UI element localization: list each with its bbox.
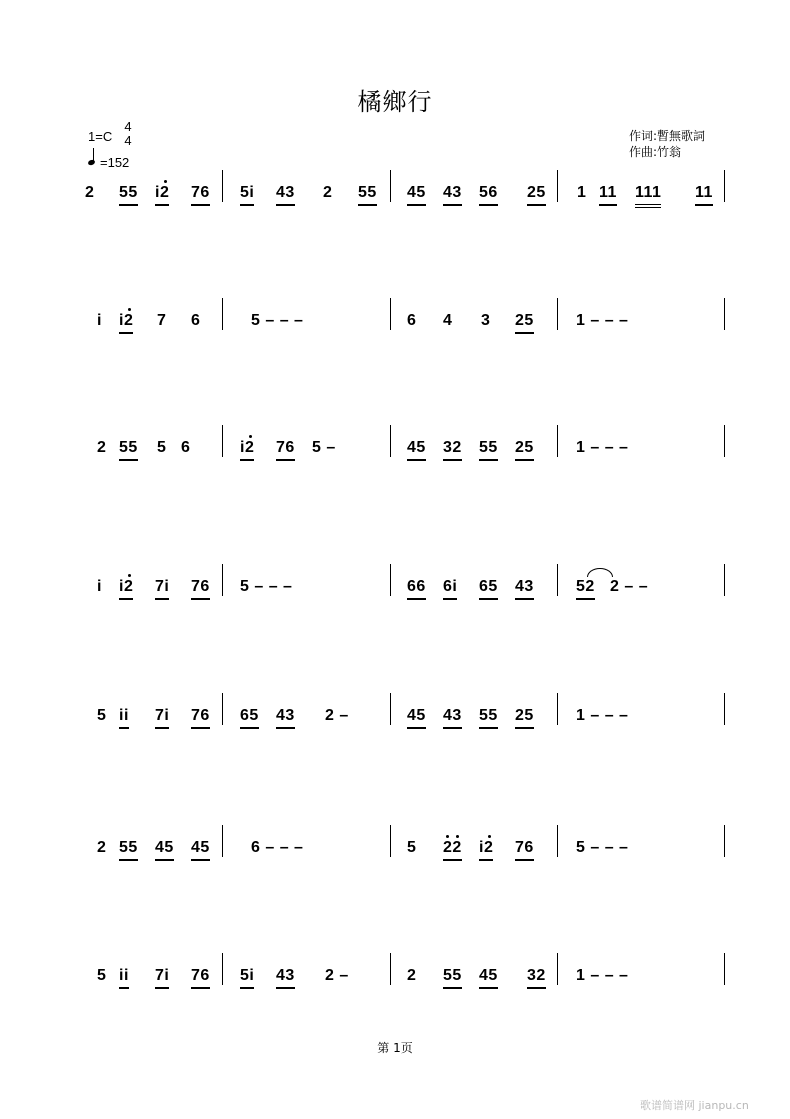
note-group: 25 xyxy=(515,439,534,461)
note-group: 1 – – – xyxy=(576,707,629,724)
octave-dot xyxy=(128,308,131,311)
note-group: 76 xyxy=(191,578,210,600)
note-group: 11 xyxy=(599,184,617,206)
lyricist-credit: 作词:暫無歌詞 xyxy=(629,129,706,143)
note-group: 43 xyxy=(276,707,295,729)
note-group: i2 xyxy=(240,439,254,461)
note-group: 25 xyxy=(527,184,546,206)
bar-line xyxy=(724,298,725,330)
note-group: 55 xyxy=(119,839,138,861)
note-group: 5 – xyxy=(312,439,336,456)
page-number: 第 1页 xyxy=(377,1041,413,1055)
note-group: 2 – xyxy=(325,707,349,724)
bar-line xyxy=(390,564,391,596)
score-title: 橘鄉行 xyxy=(357,88,433,116)
note-group: 7i xyxy=(155,578,169,600)
note-group: i xyxy=(97,578,102,595)
note-group: 32 xyxy=(527,967,546,989)
score-line xyxy=(0,578,790,638)
score-line xyxy=(0,839,790,899)
score-line xyxy=(0,707,790,767)
bar-line xyxy=(724,693,725,725)
note-group: 5 – – – xyxy=(240,578,293,595)
bar-line xyxy=(724,953,725,985)
octave-dot xyxy=(456,835,459,838)
composer-credit: 作曲:竹翁 xyxy=(629,145,682,159)
bar-line xyxy=(222,564,223,596)
bar-line xyxy=(557,170,558,202)
note-group: 25 xyxy=(515,312,534,334)
note-group: 76 xyxy=(191,184,210,206)
bar-line xyxy=(724,564,725,596)
note-group: 43 xyxy=(276,184,295,206)
bar-line xyxy=(557,953,558,985)
note-group: ii xyxy=(119,967,129,989)
time-signature-bottom: 4 xyxy=(124,133,132,148)
score-line xyxy=(0,439,790,499)
bar-line xyxy=(222,825,223,857)
note-group: 65 xyxy=(240,707,259,729)
note-group: 5 xyxy=(97,967,107,984)
note-group: i2 xyxy=(479,839,493,861)
bar-line xyxy=(557,298,558,330)
note-group: 5 xyxy=(407,839,417,856)
note-group: 5 xyxy=(157,439,167,456)
time-signature xyxy=(122,120,134,148)
note-group: i2 xyxy=(155,184,169,206)
note-group: 1 xyxy=(577,184,587,201)
note-group: 76 xyxy=(515,839,534,861)
note-group: 5i xyxy=(240,967,254,989)
note-group: 2 xyxy=(97,839,107,856)
octave-dot xyxy=(446,835,449,838)
note-group: i xyxy=(97,312,102,329)
note-group: 55 xyxy=(479,707,498,729)
bar-line xyxy=(222,693,223,725)
octave-dot xyxy=(488,835,491,838)
note-group: 6 – – – xyxy=(251,839,304,856)
score-line xyxy=(0,312,790,372)
note-group: 6 xyxy=(181,439,191,456)
note-group: 66 xyxy=(407,578,426,600)
bar-line xyxy=(724,825,725,857)
note-group: 55 xyxy=(479,439,498,461)
bar-line xyxy=(390,298,391,330)
note-group: 45 xyxy=(479,967,498,989)
note-group: 2 xyxy=(323,184,333,201)
credits xyxy=(629,128,705,160)
note-group: 25 xyxy=(515,707,534,729)
bar-line xyxy=(390,170,391,202)
note-group: 52 xyxy=(576,578,595,600)
note-group: 43 xyxy=(443,184,462,206)
bar-line xyxy=(222,953,223,985)
note-group: 55 xyxy=(119,184,138,206)
bar-line xyxy=(390,825,391,857)
note-group: 1 – – – xyxy=(576,439,629,456)
note-group: 2 xyxy=(85,184,95,201)
note-group: 43 xyxy=(515,578,534,600)
tempo-value: =152 xyxy=(100,155,130,170)
note-group: 7 xyxy=(157,312,167,329)
note-group: 55 xyxy=(119,439,138,461)
note-group: i2 xyxy=(119,312,133,334)
note-group: 6i xyxy=(443,578,457,600)
octave-dot xyxy=(128,574,131,577)
note-group: 76 xyxy=(191,967,210,989)
note-group: 11 xyxy=(695,184,713,206)
note-group: 1 – – – xyxy=(576,967,629,984)
note-group: 45 xyxy=(191,839,210,861)
note-group: 45 xyxy=(407,439,426,461)
note-group: 5 – – – xyxy=(251,312,304,329)
note-group: ii xyxy=(119,707,129,729)
note-group: 76 xyxy=(276,439,295,461)
bar-line xyxy=(557,564,558,596)
bar-line xyxy=(222,425,223,457)
note-group: 7i xyxy=(155,967,169,989)
note-group: 6 xyxy=(407,312,417,329)
note-group: 76 xyxy=(191,707,210,729)
watermark: 歌谱简谱网 jianpu.cn xyxy=(640,1099,749,1112)
octave-dot xyxy=(249,435,252,438)
note-group: 3 xyxy=(481,312,491,329)
note-group: 2 xyxy=(97,439,107,456)
score-line xyxy=(0,967,790,1027)
note-group: 6 xyxy=(191,312,201,329)
score-line xyxy=(0,184,790,244)
note-group: 5 – – – xyxy=(576,839,629,856)
note-group: 2 – – xyxy=(610,578,649,595)
bar-line xyxy=(390,693,391,725)
quarter-note-head xyxy=(87,159,95,166)
bar-line xyxy=(557,425,558,457)
bar-line xyxy=(222,170,223,202)
bar-line xyxy=(724,425,725,457)
note-group: i2 xyxy=(119,578,133,600)
note-group: 55 xyxy=(358,184,377,206)
note-group: 2 – xyxy=(325,967,349,984)
note-group: 45 xyxy=(407,184,426,206)
note-group: 43 xyxy=(276,967,295,989)
note-group: 7i xyxy=(155,707,169,729)
note-group: 5i xyxy=(240,184,254,206)
bar-line xyxy=(557,693,558,725)
bar-line xyxy=(390,425,391,457)
note-group: 1 – – – xyxy=(576,312,629,329)
note-group: 111 xyxy=(635,184,661,208)
bar-line xyxy=(390,953,391,985)
note-group: 43 xyxy=(443,707,462,729)
key-signature: 1=C xyxy=(88,129,113,144)
note-group: 45 xyxy=(155,839,174,861)
bar-line xyxy=(557,825,558,857)
note-group: 56 xyxy=(479,184,498,206)
note-group: 4 xyxy=(443,312,453,329)
bar-line xyxy=(724,170,725,202)
note-group: 55 xyxy=(443,967,462,989)
time-signature-top: 4 xyxy=(124,119,132,134)
note-group: 5 xyxy=(97,707,107,724)
note-group: 22 xyxy=(443,839,462,861)
tie-mark xyxy=(587,568,613,577)
note-group: 2 xyxy=(407,967,417,984)
bar-line xyxy=(222,298,223,330)
note-group: 45 xyxy=(407,707,426,729)
note-group: 32 xyxy=(443,439,462,461)
octave-dot xyxy=(164,180,167,183)
note-group: 65 xyxy=(479,578,498,600)
